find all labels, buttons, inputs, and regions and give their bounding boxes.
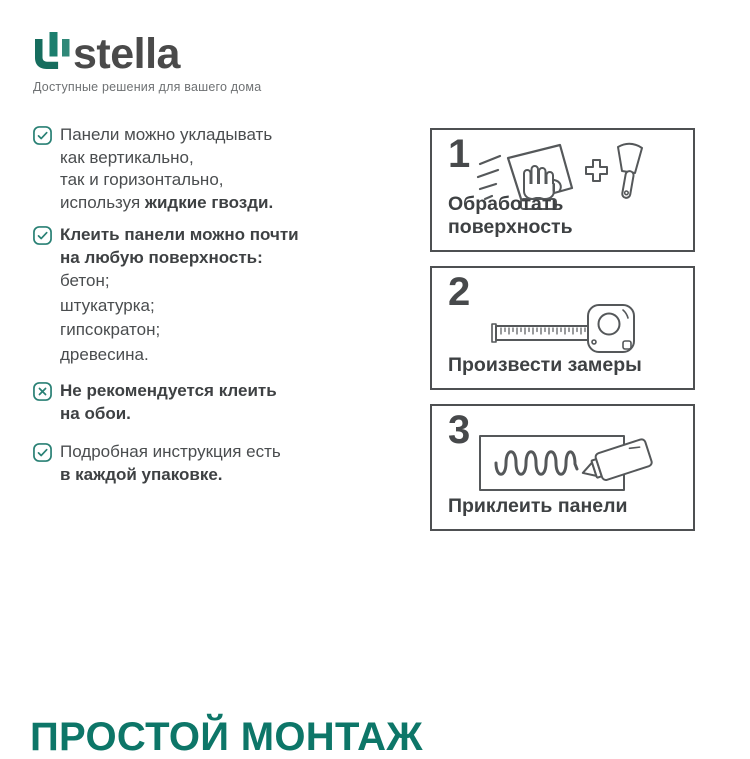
- bullet-line: древесина.: [60, 344, 149, 364]
- stella-logo-icon: [33, 31, 71, 73]
- bullet-line: как вертикально,: [60, 147, 194, 167]
- bullet-item: [33, 124, 393, 214]
- glue-panels-icon: [476, 432, 662, 494]
- bullet-item: [33, 380, 393, 425]
- bullet-line: на обои.: [60, 403, 131, 423]
- step-card-1: [430, 128, 695, 252]
- bullet-item: [33, 441, 393, 486]
- brand-header: [30, 26, 430, 96]
- page-title: ПРОСТОЙ МОНТАЖ: [30, 714, 423, 759]
- step-label: Произвести замеры: [448, 354, 642, 376]
- bullet-list: [33, 124, 393, 486]
- step-label: Приклеить панели: [448, 495, 628, 517]
- brand-name: stella: [73, 30, 180, 78]
- x-icon: [33, 382, 52, 401]
- step-card-3: [430, 404, 695, 531]
- bullet-line: используя жидкие гвозди.: [60, 192, 274, 212]
- bullet-line: Подробная инструкция есть: [60, 442, 281, 461]
- check-icon: [33, 126, 52, 145]
- check-icon: [33, 443, 52, 462]
- step-number: 3: [448, 408, 471, 452]
- bullet-line: так и горизонтально,: [60, 170, 224, 189]
- bullet-line: на любую поверхность:: [60, 247, 263, 267]
- bullet-item: [33, 224, 393, 367]
- step-card-2: [430, 266, 695, 390]
- bullet-line: бетон;: [60, 271, 110, 290]
- tape-measure-icon: [484, 300, 644, 358]
- bullet-line: штукатурка;: [60, 295, 155, 315]
- brand-tagline: Доступные решения для вашего дома: [33, 80, 262, 94]
- step-number: 2: [448, 270, 471, 314]
- check-icon: [33, 226, 52, 245]
- bullet-line: Не рекомендуется клеить: [60, 381, 277, 400]
- bullet-line: Клеить панели можно почти: [60, 225, 299, 244]
- bullet-line: в каждой упаковке.: [60, 464, 223, 484]
- bullet-line: Панели можно укладывать: [60, 125, 273, 144]
- bullet-line: гипсократон;: [60, 320, 161, 339]
- step-number: 1: [448, 132, 471, 176]
- step-label: Обработать поверхность: [448, 193, 573, 238]
